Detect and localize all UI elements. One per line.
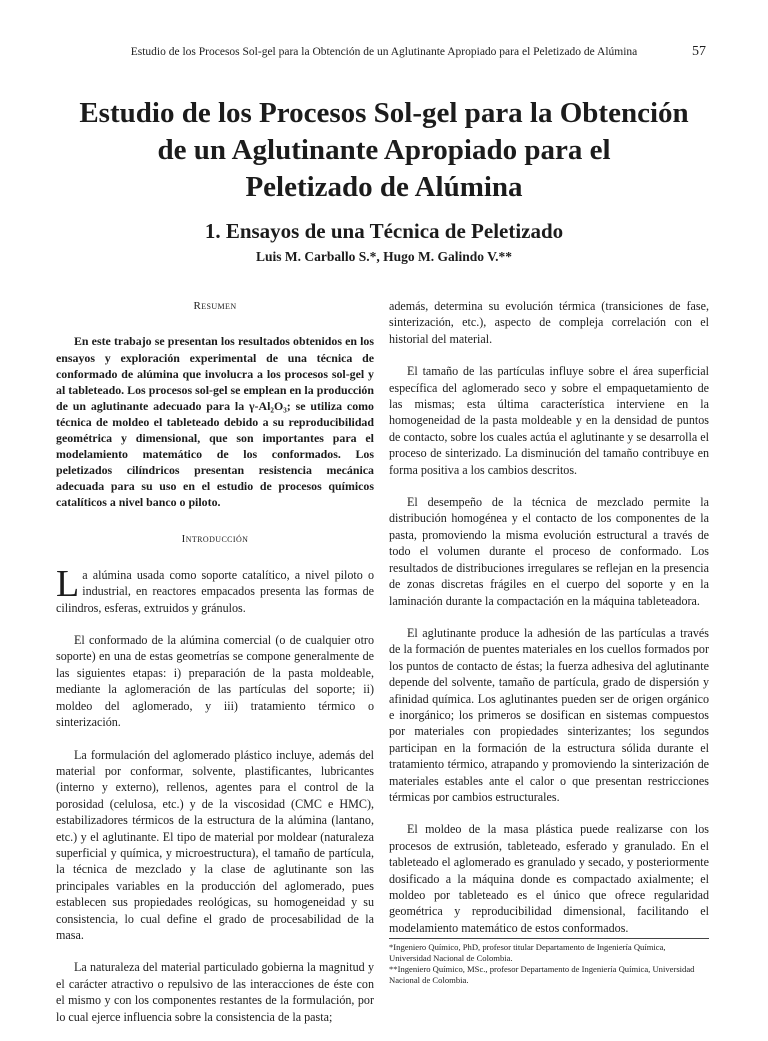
footnotes	[389, 938, 709, 986]
footnote-2: **Ingeniero Químico, MSc., profesor Departamento de Ingeniería Química, Universidad Nacional de Colombia.	[389, 964, 695, 985]
footnote-1: *Ingeniero Químico, PhD, profesor titular Departamento de Ingeniería Química, Universidad Nacional de Colombia.	[389, 942, 666, 963]
right-column	[389, 298, 709, 952]
title-line-3: Peletizado de Alúmina	[245, 171, 523, 203]
drop-cap: L	[56, 562, 80, 605]
intro-paragraph-2: El conformado de la alúmina comercial (o de cualquier otro soporte) en una de estas geometrías se compone generalmente de las siguientes etapas: i) preparación de la pasta moldeable, mediante la aglomeración de las partículas del soporte; ii) moldeo del aglomerado, y iii) tratamiento térmico o sinterización.	[56, 633, 374, 730]
right-paragraph-1: además, determina su evolución térmica (transiciones de fase, sinterización, etc.), aspecto de compleja correlación con el historial del material.	[389, 299, 709, 346]
intro-paragraph-4: La naturaleza del material particulado gobierna la magnitud y el carácter atractivo o repulsivo de las interacciones de éste con el mismo y con los componentes restantes de la formulación, por lo cual ejerce influencia sobre la consistencia de la pasta;	[56, 960, 374, 1024]
intro-paragraph-1	[56, 562, 374, 616]
article-subtitle: 1. Ensayos de una Técnica de Peletizado	[204, 219, 564, 243]
right-paragraph-3: El desempeño de la técnica de mezclado permite la distribución homogénea y el contacto de los componentes de la pasta, promoviendo la misma evolución estructural a través de todo el volumen durante el proceso de conformado. Los resultados de distribuciones irregulares se reflejan en la presencia de zonas discretas frágiles en el cuerpo del soporte y en la laminación durante la compactación en la máquina tableteadora.	[389, 495, 709, 608]
author-line: Luis M. Carballo S.*, Hugo M. Galindo V.**	[255, 249, 513, 264]
page-number: 57	[692, 44, 706, 59]
right-paragraph-4: El aglutinante produce la adhesión de las partículas a través de la formación de puentes materiales en los cuellos formados por los puntos de contacto de éstas; la fuerza adhesiva del aglutinante depende del solvente, tamaño de partícula, grado de dispersión y afinidad química. Los aglutinantes pueden ser de origen orgánico e inorgánico; los primeros se dosifican en sistemas compuestos por materiales con propiedades sinterizantes; los segundos participan en la formación de la estructura sólida durante el tratamiento térmico, atrapando y promoviendo la sinterización de materiales estables ante el calor o que presentan restricciones térmicas por cambios estructurales.	[389, 625, 709, 804]
intro-paragraph-3: La formulación del aglomerado plástico incluye, además del material por conformar, solvente, plastificantes, lubricantes (interno y externo), rellenos, agentes para el control de la porosidad (celulosa, etc.) y de la viscosidad (CMC e HMC), estabilizadores térmicos de la estructura de la alúmina (lantano, etc.) y el aglutinante. El tipo de material por moldear (naturaleza superficial y química, y microestructura), el tamaño de partícula, la técnica de mezclado y la clase de aglutinante son las principales variables en la producción del aglomerado, pues establecen sus propiedades reológicas, su homogeneidad y su consistencia, lo cual define el grado de procesabilidad de la masa.	[56, 747, 374, 942]
introduction-heading: Introducción	[181, 533, 249, 546]
abstract-text: En este trabajo se presentan los resultados obtenidos en los ensayos y exploración experimental de una técnica de conformado de alúmina que involucra a los procesos sol-gel y al tableteado. Los procesos sol-gel se emplean en la producción de un aglutinante adecuado para la γ-Al₂O₃; se utiliza como técnica de moldeo el tableteado debido a su reproducibilidad geométrica y dimensional, que son importantes para el modelamiento matemático de los conformados. Los peletizados cilíndricos presentan resistencia mecánica adecuada para su uso en el estudio de procesos químicos catalíticos a nivel banco o piloto.	[56, 334, 374, 510]
right-paragraph-5: El moldeo de la masa plástica puede realizarse con los procesos de extrusión, tableteado, esferado y granulado. En el tableteado el aglomerado es granulado y secado, y posteriormente dosificado a la máquina donde es compactado axialmente; el moldeo por tableteado es el único que ofrece regularidad geométrica y reproducibilidad dimensional, facilitando el modelamiento matemático de estos conformados.	[389, 822, 709, 935]
title-line-2: de un Aglutinante Apropiado para el	[157, 134, 611, 166]
running-header: Estudio de los Procesos Sol-gel para la Obtención de un Aglutinante Apropiado para el Peletizado de Alúmina	[130, 46, 638, 58]
abstract-heading: Resumen	[193, 300, 237, 312]
title-line-1: Estudio de los Procesos Sol-gel para la Obtención	[79, 97, 689, 129]
left-column	[56, 298, 374, 1041]
intro-paragraph-1-text: a alúmina usada como soporte catalítico, a nivel piloto o industrial, en reactores empacados presenta las formas de cilindros, esferas, extruidos y gránulos.	[56, 567, 374, 615]
article-title	[40, 95, 728, 206]
right-paragraph-2: El tamaño de las partículas influye sobre el área superficial específica del aglomerado seco y sobre el empaquetamiento de las mismas; esta última característica interviene en la homogeneidad de la pasta moldeable y en la densidad de puntos de contacto, sobre los cuales actúa el aglutinante y se desarrolla el proceso de sinterizado. La disminución del tamaño contribuye en forma positiva a los cambios descritos.	[389, 364, 709, 477]
